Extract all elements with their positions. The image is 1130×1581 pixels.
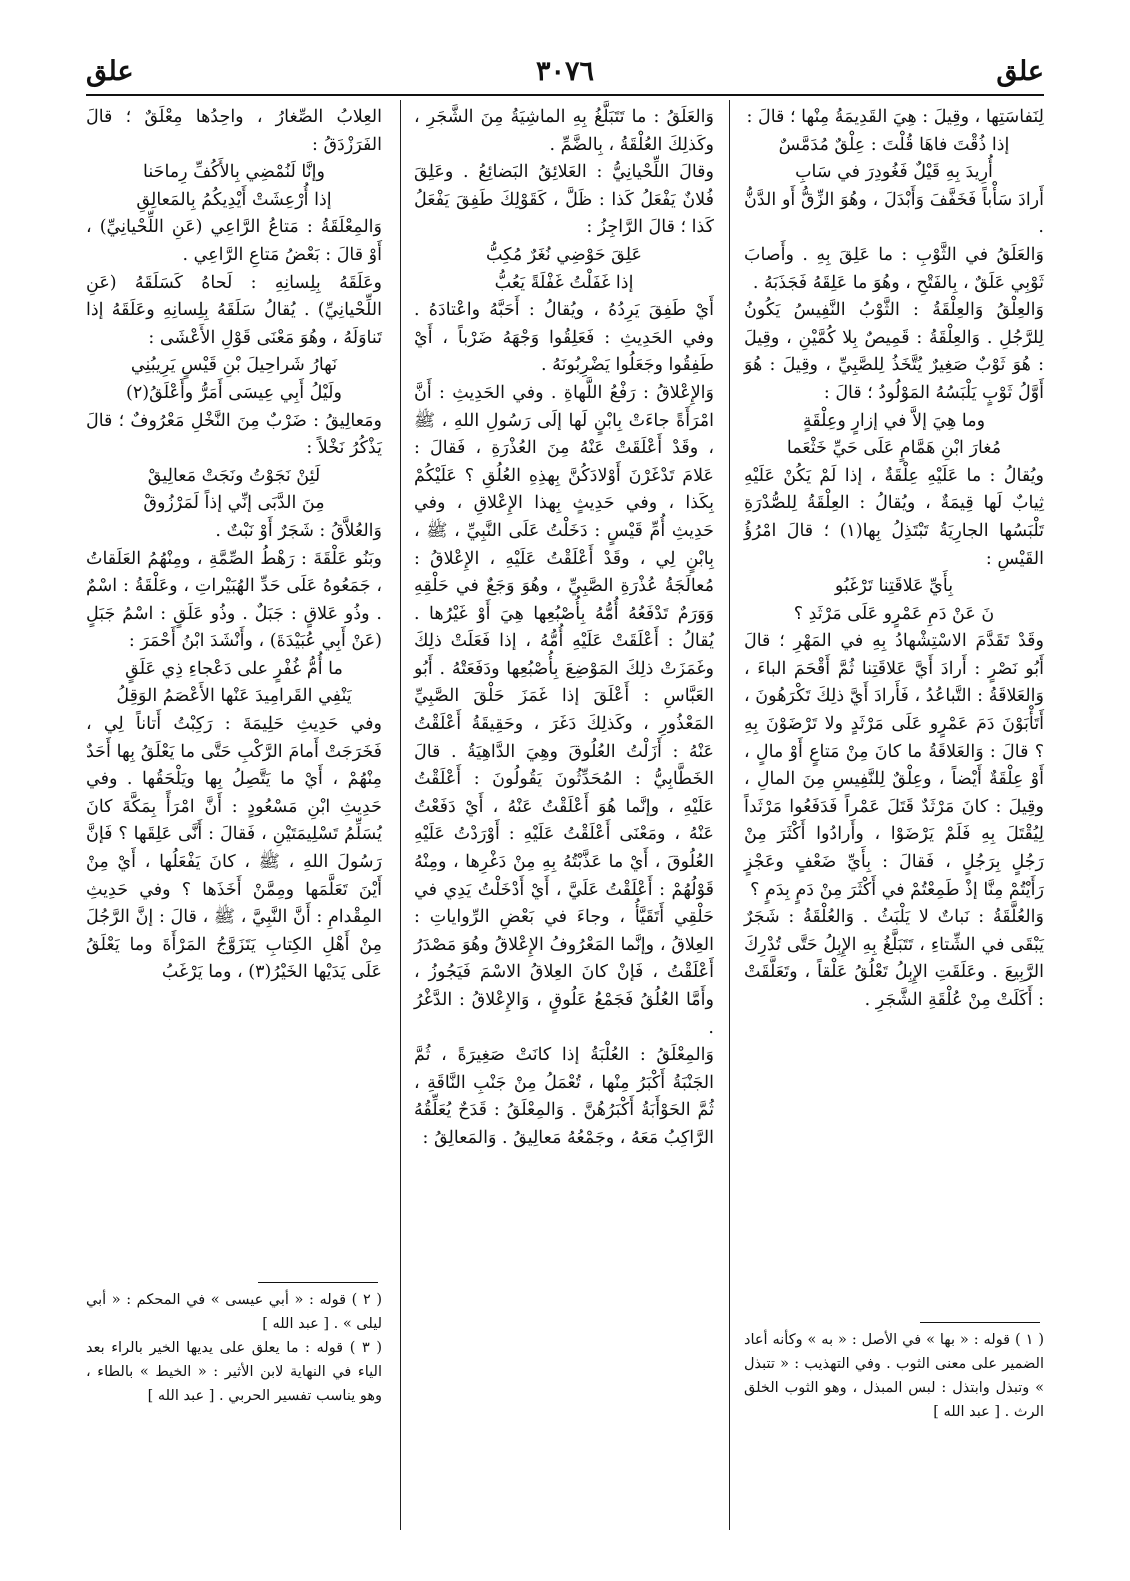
paragraph: العِلابُ الصِّغارُ ، واحِدُها مِعْلَقٌ ؛ قالَ الفَرَزْدَقُ : — [86, 107, 382, 155]
footnote: ( ٣ ) قوله : ما يعلق على يديها الخير بالراء بعد الياء في النهاية لابن الأثير : « الخيط » بالطاء ، وهو يناسب تفسير الحربي . [ عبد الله ] — [86, 1340, 382, 1404]
paragraph: وقَدْ تَقَدَّمَ الاسْتِشْهادُ بِهِ في المَهْرِ ؛ قالَ أَبُو نَصْرٍ : أَرادَ أَيَّ عَلاقَتِنا ثُمَّ أَقْحَمَ الباءَ ، وَالعَلاقَةُ : التَّباعُدُ ، فَأَرادَ أَيَّ ذلِكَ تَكْرَهُونَ ، أَتَأْبَوْنَ دَمَ عَمْرٍو عَلَى مَرْثَدٍ ولا تَرْضَوْنَ بِهِ ؟ قالَ : وَالعَلاقَةُ ما كانَ مِنْ مَتاعٍ أَوْ مالٍ ، أَوْ عِلْقَةٌ أَيْضاً ، وعِلْقٌ لِلنَّفِيسِ مِنَ المالِ ، وقِيلَ : كانَ مَرْثَدٌ قَتَلَ عَمْراً فَدَفَعُوا مَرْثَداً لِيُقْتَلَ بِهِ فَلَمْ يَرْضَوْا ، وأَرادُوا أَكْثَرَ مِنْ رَجُلٍ بِرَجُلٍ ، فَقالَ : بِأَيِّ ضَعْفٍ وعَجْزٍ رَأَيْتُمْ مِنَّا إذْ طَمِعْتُمْ في أَكْثَرَ مِنْ دَمٍ بِدَمٍ ؟ — [744, 631, 1044, 900]
column-divider — [729, 100, 730, 1530]
column-right — [744, 104, 1044, 1015]
column-divider — [400, 100, 401, 1530]
footnote: ( ٢ ) قوله : « أبي عيسى » في المحكم : « أبي ليلى » . [ عبد الله ] — [86, 1292, 382, 1332]
paragraph: لِنَفاسَتِها ، وقِيلَ : هِيَ القَدِيمَةُ مِنْها ؛ قالَ : — [746, 107, 1044, 127]
verse-line: عَلِقَ حَوْضِي نُغَرٌ مُكِبُّ — [485, 244, 642, 265]
paragraph: أَرادَ سَأْباً فَخَفَّفَ وَأَبْدَلَ ، وهُوَ الزِّقُّ أَو الدَّنُّ . — [744, 189, 1044, 238]
paragraph: ويُقالُ : ما عَلَيْهِ عِلْقَةٌ ، إذا لَمْ يَكُنْ عَلَيْهِ ثِيابٌ لَها قِيمَةٌ ، ويُقالُ : العِلْقَةُ لِلصُّدْرَةِ تَلْبَسُها الجارِيَةُ تَبْتَذِلُ بِها(١) ؛ قالَ امْرُؤُ القَيْسِ : — [744, 465, 1044, 569]
verse-line: يَنْفِي القَرامِيدَ عَنْها الأَعْصَمُ الوَقِلُ — [116, 686, 352, 707]
paragraph: وفي حَدِيثِ حَلِيمَةَ : رَكِبْتُ أَتاناً لِي ، فَخَرَجَتْ أَمامَ الرَّكْبِ حَتَّى ما يَعْلَقُ بِها أَحَدٌ مِنْهُمْ ، أَيْ ما يَتَّصِلُ بِها ويَلْحَقُها . وفي حَدِيثِ ابْنِ مَسْعُودٍ : أَنَّ امْرَأً بِمَكَّةَ كانَ يُسَلِّمُ تَسْلِيمَتَيْنِ ، فَقالَ : أَنَّى عَلِقَها ؟ فَإنَّ رَسُولَ اللهِ ، ﷺ ، كانَ يَفْعَلُها ، أَيْ مِنْ أَيْنَ تَعَلَّمَها ومِمَّنْ أَخَذَها ؟ وفي حَدِيثِ المِقْدامِ : أَنَّ النَّبِيَّ ، ﷺ ، قالَ : إنَّ الرَّجُلَ مِنْ أَهْلِ الكِتابِ يَتَزَوَّجُ المَرْأَةَ وما يَعْلَقُ عَلَى يَدَيْها الخَيْرُ(٣) ، وما يَرْغَبُ — [86, 714, 382, 983]
verse-line: وإنَّا لَنُمْضِي بِالأَكُفِّ رِماحَنا — [143, 162, 325, 183]
verse-line: بِأَيِّ عَلاقَتِنا تَرْغَبُو — [834, 576, 954, 597]
header-keyword-right: علق — [996, 56, 1044, 87]
paragraph: وَالعَلَقُ في الثَّوْبِ : ما عَلِقَ بِهِ . وأَصابَ ثَوْبِي عَلَقٌ ، بِالفَتْحِ ، وهُوَ ما عَلِقَهُ فَجَذَبَهُ . — [744, 244, 1044, 293]
verse-line: إذا غَفَلْتُ غَفْلَةً يَعُبُّ — [494, 272, 634, 293]
verse-line: أُرِيدَ بِهِ قَيْلٌ فَغُودِرَ في سَابِ — [795, 162, 993, 183]
verse-line: نَهارُ شَراحِيلَ بْنِ قَيْسٍ يَرِيبُنِي — [130, 355, 338, 376]
column-middle — [414, 104, 714, 1153]
verse-line: لَئِنْ نَجَوْتُ ونَجَتْ مَعالِيقْ — [147, 465, 321, 486]
page-number: ٣٠٧٦ — [535, 56, 595, 87]
header-keyword-left: علق — [86, 56, 134, 87]
footnotes-right — [744, 1328, 1044, 1424]
verse-line: مِنَ الدَّبَى إنِّي إذاً لَمَرْزُوقْ — [143, 493, 325, 514]
verse-line: نَ عَنْ دَمِ عَمْرٍو عَلَى مَرْثَدِ ؟ — [793, 603, 995, 624]
paragraph: أَيْ طَفِقَ يَرِدُهُ ، ويُقالُ : أَحَبَّهُ واعْتادَهُ . وفي الحَدِيثِ : فَعَلِقُوا وَجْهَهُ ضَرْباً ، أَيْ طَفِقُوا وجَعَلُوا يَضْرِبُونَهُ . — [414, 300, 714, 376]
verse-line: إذا ذُقْتَ فاهَا قُلْتَ : عِلْقٌ مُدَمَّسٌ — [778, 134, 1010, 155]
footnote-rule — [920, 1322, 1040, 1323]
verse-line: وما هِيَ إلاَّ في إزارٍ وعِلْقَةٍ — [802, 410, 986, 431]
footnote: ( ١ ) قوله : « بها » في الأصل : « به » وكأنه أعاد الضمير على معنى الثوب . وفي التهذيب : « تتبذل » وتبذل وابتذل : لبس المبذل ، وهو الثوب الخلق الرث . [ عبد الله ] — [744, 1332, 1044, 1420]
verse-line: إذا أُرْعِشَتْ أَيْدِيكُمُ بِالمَعالِقِ — [136, 189, 332, 210]
paragraph: وَالعُلَّقَةُ : نَباتٌ لا يَلْبَثُ . وَالعُلْقَةُ : شَجَرٌ يَبْقَى في الشِّتاءِ ، تَتَبَلَّغُ بِهِ الإِبِلُ حَتَّى تُدْرِكَ الرَّبِيعَ . وعَلَقَتِ الإِبِلُ تَعْلُقُ عَلْقاً ، وتَعَلَّقَتْ : أَكَلَتْ مِنْ عُلْقَةِ الشَّجَرِ . — [744, 907, 1044, 1010]
verse-line: مُغارَ ابْنِ هَمَّامٍ عَلَى حَيِّ خَثْعَما — [786, 438, 1002, 459]
paragraph: وقالَ اللِّحْيانِيُّ : العَلائِقُ البَضائِعُ . وعَلِقَ فُلانٌ يَفْعَلُ كَذا : ظَلَّ ، كَقَوْلِكَ طَفِقَ يَفْعَلُ كَذا ؛ قالَ الرَّاجِزُ : — [414, 162, 714, 238]
paragraph: وعَلَقَهُ بِلِسانِهِ : لَحاهُ كَسَلَقَهُ (عَنِ اللِّحْيانِيِّ) . يُقالُ سَلَقَهُ بِلِسانِهِ وعَلَقَهُ إذا تَناوَلَهُ ، وهُوَ مَعْنَى قَوْلِ الأَعْشَى : — [86, 272, 382, 348]
verse-line: ما أُمُّ غُفْرٍ على دَعْجاءِ ذِي عَلَقٍ — [125, 658, 343, 679]
footnotes-left — [86, 1288, 382, 1408]
paragraph: وَالمِعْلَقُ : العُلْبَةُ إذا كانَتْ صَغِيرَةً ، ثُمَّ الجَنْبَةُ أَكْبَرُ مِنْها ، تُعْمَلُ مِنْ جَنْبِ النَّاقَةِ ، ثُمَّ الحَوْأَبَةُ أَكْبَرُهُنَّ . وَالمِعْلَقُ : قَدَحٌ يُعَلِّقُهُ الرَّاكِبُ مَعَهُ ، وجَمْعُهُ مَعالِيقُ . وَالمَعالِقُ : — [414, 1045, 714, 1148]
paragraph: ومَعالِيقُ : ضَرْبٌ مِنَ النَّخْلِ مَعْرُوفٌ ؛ قالَ يَذْكُرُ نَخْلاً : — [86, 410, 382, 459]
paragraph: وبَنُو عَلْقَةَ : رَهْطُ الصِّمَّةِ ، ومِنْهُمُ العَلَقاتُ ، جَمَعُوهُ عَلَى حَدِّ الهُبَيْراتِ ، وعَلْقَةُ : اسْمٌ . وذُو عَلاقٍ : جَبَلٌ . وذُو عَلَقٍ : اسْمُ جَبَلٍ (عَنْ أَبِي عُبَيْدَةَ) ، وأَنْشَدَ ابْنُ أَحْمَرَ : — [86, 548, 382, 652]
page-header — [86, 56, 1044, 96]
footnote-rule — [258, 1282, 378, 1283]
paragraph: وَالعِلْقُ وَالعِلْقَةُ : الثَّوْبُ النَّفِيسُ يَكُونُ لِلرَّجُلِ . وَالعِلْقَةُ : قَمِيصٌ بِلا كُمَّيْنِ ، وقِيلَ : هُوَ ثَوْبٌ صَغِيرٌ يُتَّخَذُ لِلصَّبِيِّ ، وقِيلَ : هُوَ أَوَّلُ ثَوْبٍ يَلْبَسُهُ المَوْلُودُ ؛ قالَ : — [744, 300, 1044, 403]
column-left — [86, 104, 382, 987]
verse-line: ولَيْلُ أَبِي عِيسَى أَمَرُّ وأَعْلَقُ(٢) — [126, 382, 342, 403]
paragraph: وَالعَلَقُ : ما تَتَبَلَّغُ بِهِ الماشِيَةُ مِنَ الشَّجَرِ ، وكَذلِكَ العُلْقَةُ ، بِالضَّمِّ . — [414, 107, 714, 155]
paragraph: وَالعُلاَّقُ : شَجَرٌ أَوْ نَبْتٌ . — [215, 520, 382, 541]
paragraph: وَالمِعْلَقَةُ : مَتاعُ الرَّاعِي (عَنِ اللِّحْيانِيِّ) ، أَوْ قالَ : بَعْضُ مَتاعِ الرَّاعِي . — [86, 217, 382, 265]
header-rule — [86, 94, 1044, 96]
paragraph: وَالإِعْلاقُ : رَفْعُ اللَّهاةِ . وفي الحَدِيثِ : أَنَّ امْرَأَةً جاءَتْ بِابْنٍ لَها إلَى رَسُولِ اللهِ ، ﷺ ، وقَدْ أَعْلَقَتْ عَنْهُ مِنَ العُذْرَةِ ، فَقالَ : عَلامَ تَدْغَرْنَ أَوْلادَكُنَّ بِهذِهِ العُلُقِ ؟ عَلَيْكُمْ بِكَذا ، وفي حَدِيثٍ بِهذا الإِعْلاقِ ، وفي حَدِيثِ أُمِّ قَيْسٍ : دَخَلْتُ عَلَى النَّبِيِّ ، ﷺ ، بِابْنٍ لِي ، وقَدْ أَعْلَقْتُ عَلَيْهِ ، الإِعْلاقُ : مُعالَجَةُ عُذْرَةِ الصَّبِيِّ ، وهُوَ وَجَعٌ في حَلْقِهِ وَوَرَمٌ تَدْفَعُهُ أُمُّهُ بِأُصْبُعِها هِيَ أَوْ غَيْرُها . يُقالُ : أَعْلَقَتْ عَلَيْهِ أُمُّهُ ، إذا فَعَلَتْ ذلِكَ وغَمَزَتْ ذلِكَ المَوْضِعَ بِأُصْبُعِها ودَفَعَتْهُ . أَبُو العَبَّاسِ : أَعْلَقَ إذا غَمَزَ حَلْقَ الصَّبِيِّ المَعْذُورِ ، وكَذلِكَ دَغَرَ ، وحَقِيقَةُ أَعْلَقْتُ عَنْهُ : أَزَلْتُ العُلُوقَ وهِيَ الدَّاهِيَةُ . قالَ الخَطَّابِيُّ : المُحَدِّثُونَ يَقُولُونَ : أَعْلَقْتُ عَلَيْهِ ، وإنَّما هُوَ أَعْلَقْتُ عَنْهُ ، أَيْ دَفَعْتُ عَنْهُ ، ومَعْنَى أَعْلَقْتُ عَلَيْهِ : أَوْرَدْتُ عَلَيْهِ العُلُوقَ ، أَيْ ما عَذَّبْتُهُ بِهِ مِنْ دَغْرِها ، ومِنْهُ قَوْلُهُمْ : أَعْلَقْتُ عَلَيَّ ، أَيْ أَدْخَلْتُ يَدِي في حَلْقِي أَتَقَيَّأُ ، وجاءَ في بَعْضِ الرِّواياتِ : العِلاقُ ، وإنَّما المَعْرُوفُ الإِعْلاقُ وهُوَ مَصْدَرُ أَعْلَقْتُ ، فَإنْ كانَ العِلاقُ الاسْمَ فَيَجُوزُ ، وأَمَّا العُلُقُ فَجَمْعُ عَلُوقٍ ، وَالإِعْلاقُ : الدَّغْرُ . — [414, 382, 714, 1038]
